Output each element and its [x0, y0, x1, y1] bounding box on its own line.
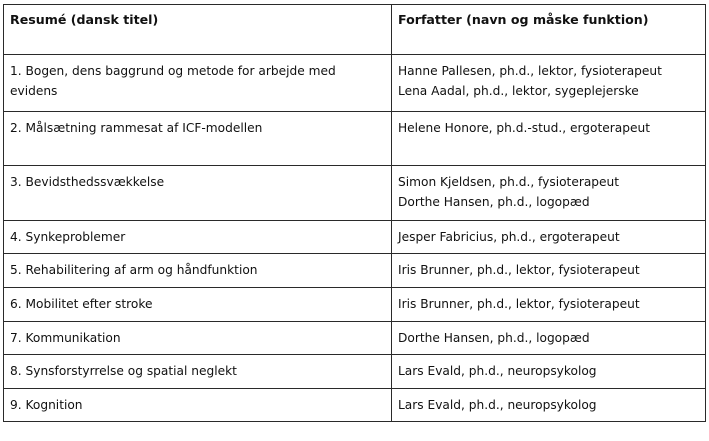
- chapter-authors: [392, 389, 706, 422]
- chapter-authors: [392, 288, 706, 322]
- author-entry: Hanne Pallesen, ph.d., lektor, fysioterapeut: [398, 64, 662, 78]
- table-row: [4, 254, 706, 288]
- chapter-title: 8. Synsforstyrrelse og spatial neglekt: [4, 355, 392, 389]
- chapter-authors: [392, 166, 706, 221]
- column-header-author: Forfatter (navn og måske funktion): [392, 5, 706, 55]
- author-entry: Dorthe Hansen, ph.d., logopæd: [398, 195, 590, 209]
- author-entry: Simon Kjeldsen, ph.d., fysioterapeut: [398, 175, 620, 189]
- table-row: [4, 389, 706, 422]
- author-entry: Lars Evald, ph.d., neuropsykolog: [398, 364, 597, 378]
- chapter-title: 2. Målsætning rammesat af ICF-modellen: [4, 112, 392, 166]
- chapter-authors: [392, 322, 706, 355]
- chapter-title: 1. Bogen, dens baggrund og metode for arbejde med evidens: [4, 55, 392, 112]
- chapter-title: 3. Bevidsthedssvækkelse: [4, 166, 392, 221]
- chapter-authors: [392, 254, 706, 288]
- author-entry: Jesper Fabricius, ph.d., ergoterapeut: [398, 230, 620, 244]
- table-row: [4, 221, 706, 254]
- table-row: [4, 166, 706, 221]
- chapter-authors: [392, 55, 706, 112]
- chapter-title: 4. Synkeproblemer: [4, 221, 392, 254]
- chapter-author-table: [3, 4, 706, 422]
- author-entry: Dorthe Hansen, ph.d., logopæd: [398, 331, 590, 345]
- table-row: [4, 112, 706, 166]
- chapter-title: 9. Kognition: [4, 389, 392, 422]
- table-row: [4, 55, 706, 112]
- chapter-title: 5. Rehabilitering af arm og håndfunktion: [4, 254, 392, 288]
- table-header-row: [4, 5, 706, 55]
- chapter-title: 7. Kommunikation: [4, 322, 392, 355]
- author-entry: Lena Aadal, ph.d., lektor, sygeplejerske: [398, 84, 639, 98]
- chapter-title: 6. Mobilitet efter stroke: [4, 288, 392, 322]
- table-row: [4, 288, 706, 322]
- chapter-authors: [392, 355, 706, 389]
- table-row: [4, 355, 706, 389]
- author-entry: Iris Brunner, ph.d., lektor, fysioterapeut: [398, 263, 640, 277]
- column-header-title: Resumé (dansk titel): [4, 5, 392, 55]
- table-row: [4, 322, 706, 355]
- author-entry: Lars Evald, ph.d., neuropsykolog: [398, 398, 597, 412]
- author-entry: Iris Brunner, ph.d., lektor, fysioterapeut: [398, 297, 640, 311]
- chapter-authors: [392, 221, 706, 254]
- chapter-authors: [392, 112, 706, 166]
- author-entry: Helene Honore, ph.d.-stud., ergoterapeut: [398, 121, 650, 135]
